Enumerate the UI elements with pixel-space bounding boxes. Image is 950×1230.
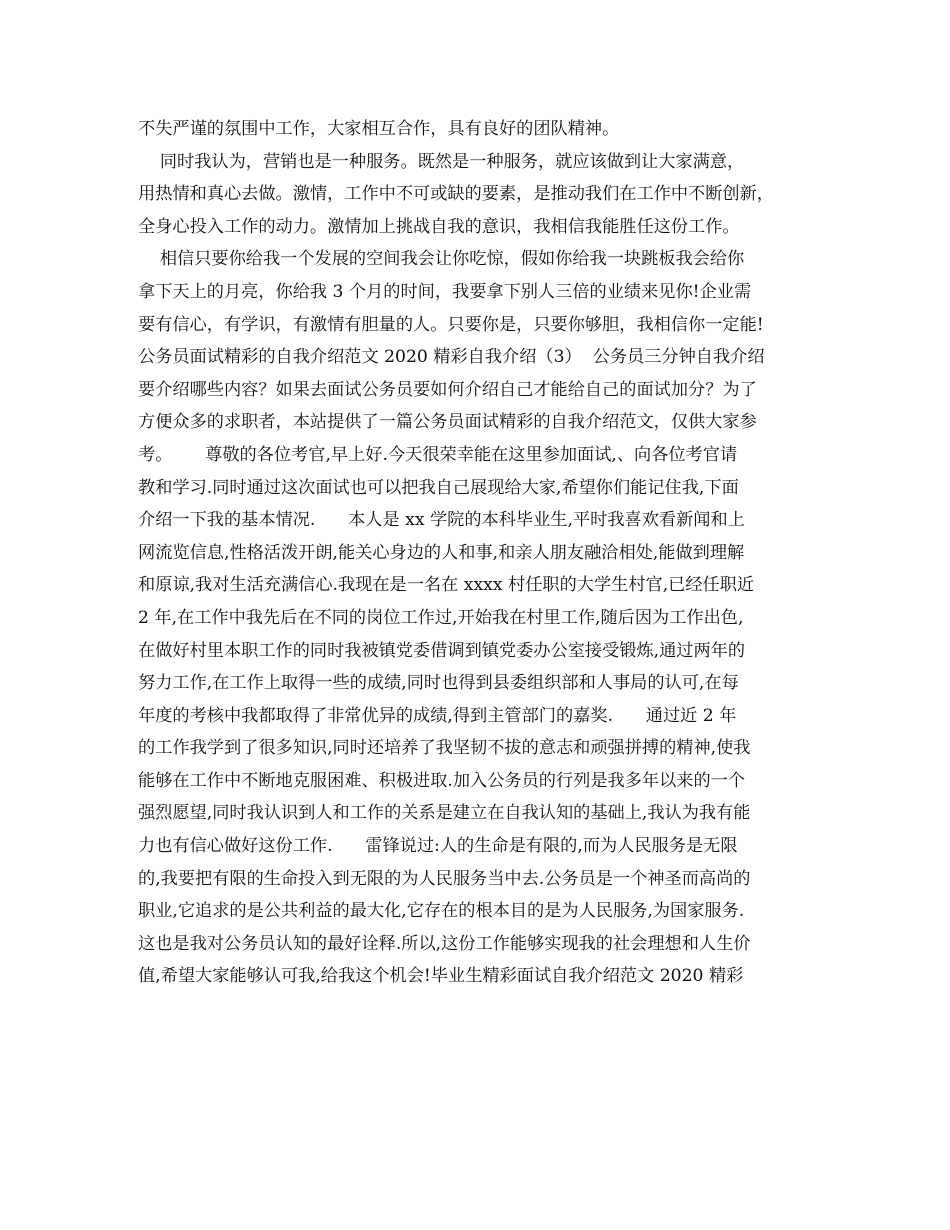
text-line: 2 年,在工作中我先后在不同的岗位工作过,开始我在村里工作,随后因为工作出色, [138, 607, 744, 628]
text-line: 能够在工作中不断地克服困难、积极进取.加入公务员的行列是我多年以来的一个 [138, 770, 746, 791]
text-line: 方便众多的求职者，本站提供了一篇公务员面试精彩的自我介绍范文，仅供大家参 [138, 412, 757, 433]
body-text [138, 113, 822, 993]
text-line: 在做好村里本职工作的同时我被镇党委借调到镇党委办公室接受锻炼,通过两年的 [138, 640, 746, 661]
text-line: 公务员面试精彩的自我介绍范文 2020 精彩自我介绍（3） 公务员三分钟自我介绍 [138, 347, 765, 368]
text-line: 拿下天上的月亮，你给我 3 个月的时间，我要拿下别人三倍的业绩来见你!企业需 [138, 281, 752, 302]
text-line: 力也有信心做好这份工作. 雷锋说过:人的生命是有限的,而为人民服务是无限 [138, 836, 738, 857]
text-line: 的,我要把有限的生命投入到无限的为人民服务当中去.公务员是一个神圣而高尚的 [138, 868, 751, 889]
text-line: 相信只要你给我一个发展的空间我会让你吃惊，假如你给我一块跳板我会给你 [138, 249, 745, 270]
text-line: 努力工作,在工作上取得一些的成绩,同时也得到县委组织部和人事局的认可,在每 [138, 673, 739, 694]
text-line: 全身心投入工作的动力。激情加上挑战自我的意识，我相信我能胜任这份工作。 [138, 216, 740, 237]
text-line: 用热情和真心去做。激情，工作中不可或缺的要素，是推动我们在工作中不断创新， [138, 184, 774, 205]
text-line: 的工作我学到了很多知识,同时还培养了我坚韧不拔的意志和顽强拼搏的精神,使我 [138, 738, 751, 759]
text-line: 这也是我对公务员认知的最好诠释.所以,这份工作能够实现我的社会理想和人生价 [138, 933, 751, 954]
text-line: 同时我认为，营销也是一种服务。既然是一种服务，就应该做到让大家满意， [138, 151, 745, 172]
text-line: 不失严谨的氛围中工作，大家相互合作，具有良好的团队精神。 [138, 119, 620, 139]
text-line: 网流览信息,性格活泼开朗,能关心身边的人和事,和亲人朋友融洽相处,能做到理解 [138, 542, 745, 563]
text-line: 要有信心，有学识，有激情有胆量的人。只要你是，只要你够胆，我相信你一定能! [138, 314, 764, 335]
text-line: 年度的考核中我都取得了非常优异的成绩,得到主管部门的嘉奖. 通过近 2 年 [138, 705, 737, 726]
text-line: 考。 尊敬的各位考官,早上好.今天很荣幸能在这里参加面试,、向各位考官请 [138, 444, 738, 465]
text-line: 介绍一下我的基本情况. 本人是 xx 学院的本科毕业生,平时我喜欢看新闻和上 [138, 510, 745, 531]
text-line: 职业,它追求的是公共利益的最大化,它存在的根本目的是为人民服务,为国家服务. [138, 901, 745, 922]
text-line: 要介绍哪些内容？如果去面试公务员要如何介绍自己才能给自己的面试加分？为了 [138, 379, 757, 400]
text-line: 值,希望大家能够认可我,给我这个机会!毕业生精彩面试自我介绍范文 2020 精彩 [138, 966, 744, 987]
text-line: 和原谅,我对生活充满信心.我现在是一名在 xxxx 村任职的大学生村官,已经任职近 [138, 575, 755, 596]
text-line: 强烈愿望,同时我认识到人和工作的关系是建立在自我认知的基础上,我认为我有能 [138, 803, 751, 824]
text-line: 教和学习.同时通过这次面试也可以把我自己展现给大家,希望你们能记住我,下面 [138, 477, 739, 498]
